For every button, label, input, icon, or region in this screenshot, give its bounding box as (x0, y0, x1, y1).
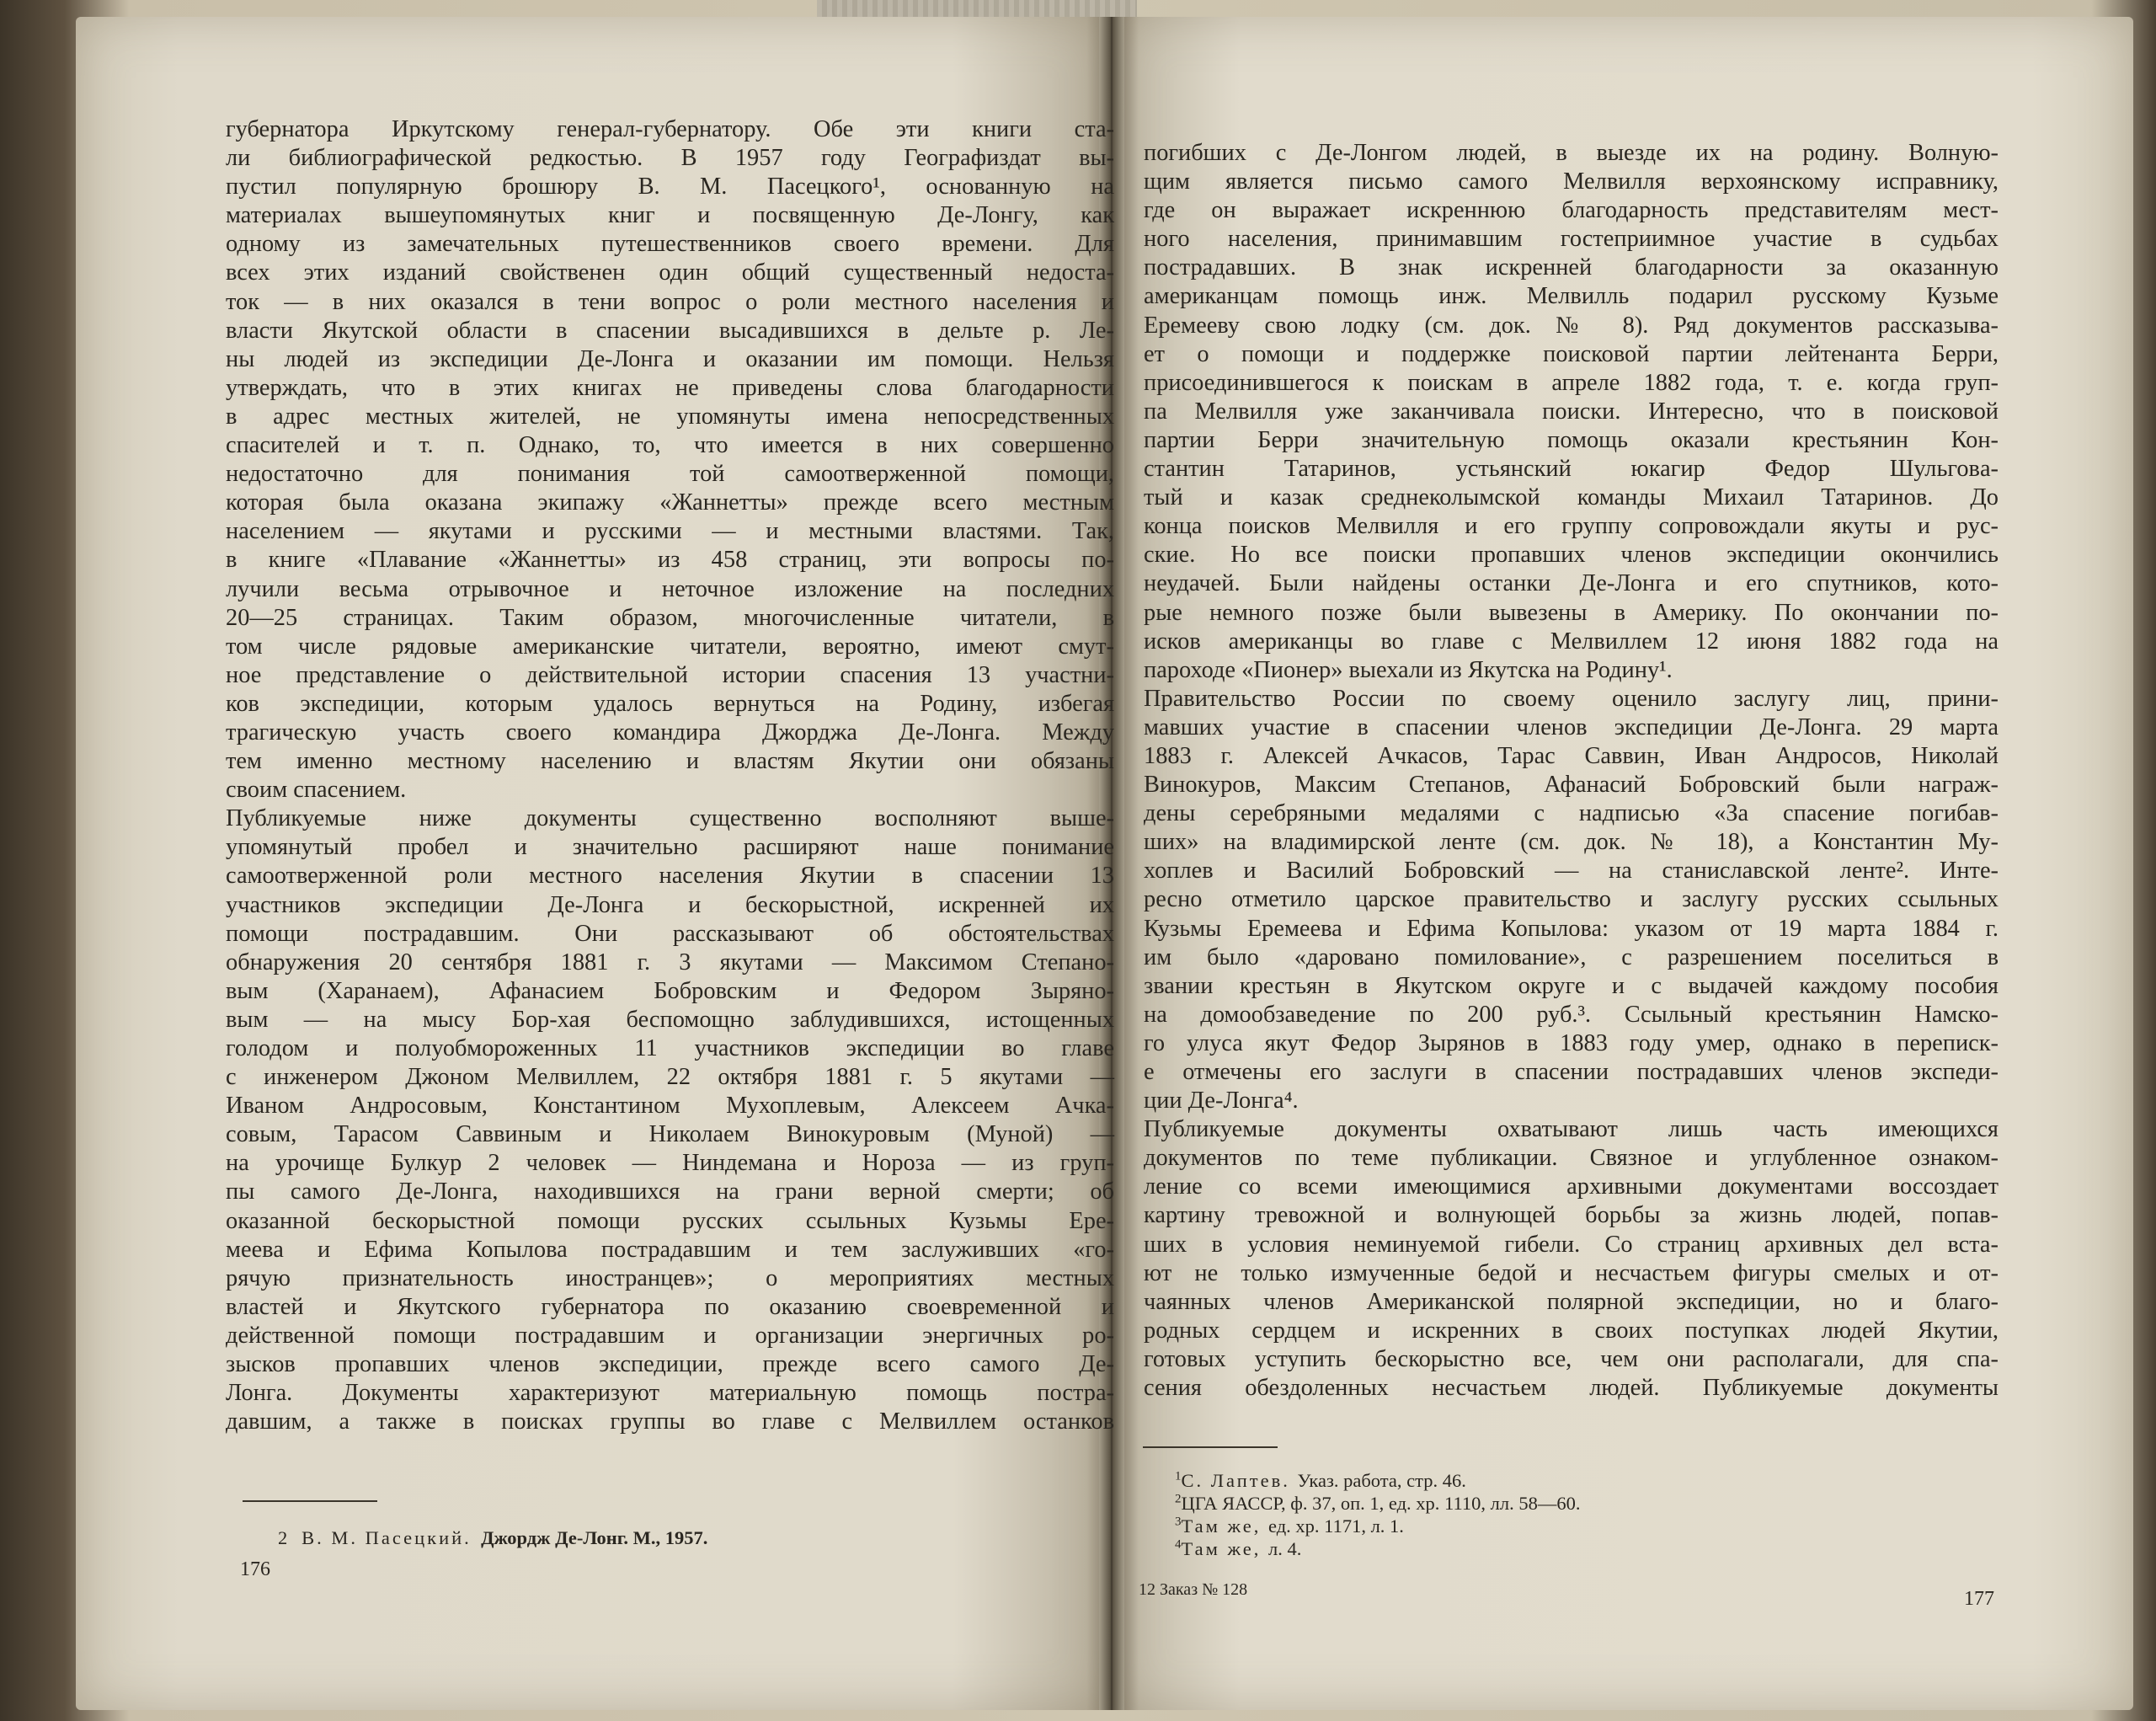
left-text-line: всех этих изданий свойственен один общий существенный недоста- (226, 259, 1114, 286)
right-text-line: щим является письмо самого Мелвилля верхоянскому исправнику, (1144, 168, 1999, 195)
left-text-line: меева и Ефима Копылова пострадавшим и тем заслуживших «го- (226, 1236, 1114, 1263)
right-text-line: Еремееву свою лодку (см. док. № 8). Ряд документов рассказыва- (1144, 312, 1999, 339)
left-text-line: населением — якутами и русскими — и местными властями. Так, (226, 518, 1114, 545)
right-text-line: неудачей. Были найдены останки Де-Лонга и его спутников, кото- (1144, 570, 1999, 597)
left-footnote (278, 1526, 707, 1550)
left-text-line: Публикуемые ниже документы существенно восполняют выше- (226, 805, 1114, 832)
left-text-line: совым, Тарасом Саввиным и Николаем Винокуровым (Муной) — (226, 1121, 1114, 1148)
right-text-line: е отмечены его заслуги в спасении пострадавших членов экспеди- (1144, 1059, 1999, 1085)
left-text-line: в адрес местных жителей, не упомянуты имена непосредственных (226, 403, 1114, 430)
left-text-line: ков экспедиции, которым удалось вернуться на Родину, избегая (226, 690, 1114, 717)
footnote-marker: 2 (1175, 1492, 1182, 1506)
right-text-line: пароходе «Пионер» выехали из Якутска на Родину¹. (1144, 656, 1673, 683)
left-text-line: вым (Харанаем), Афанасием Бобровским и Федором Зыряно- (226, 977, 1114, 1004)
right-text-line: тый и казак среднеколымской команды Михаил Татаринов. До (1144, 484, 1999, 511)
right-text-line: го улуса якут Федор Зырянов в 1883 году умер, однако в переписк- (1144, 1029, 1999, 1056)
right-text-line: ские. Но все поиски пропавших членов экспедиции окончились (1144, 542, 1999, 569)
left-text-line: на урочище Булкур 2 человек — Ниндемана и Нороза — из груп- (226, 1150, 1114, 1177)
right-text-line: Винокуров, Максим Степанов, Афанасий Бобровский были награж- (1144, 772, 1999, 799)
left-text-line: пустил популярную брошюру В. М. Пасецкого¹, основанную на (226, 174, 1114, 200)
right-text-line: готовых уступить бескорыстно все, чем они располагали, для спа- (1144, 1345, 1999, 1372)
left-text-line: помощи пострадавшим. Они рассказывают об обстоятельствах (226, 920, 1114, 947)
right-text-line: 1883 г. Алексей Ачкасов, Тарас Саввин, Иван Андросов, Николай (1144, 742, 1999, 769)
left-text-line: тем именно местному населению и властям Якутии они обязаны (226, 748, 1114, 775)
left-text-line: действенной помощи пострадавшим и организации энергичных ро- (226, 1322, 1114, 1349)
right-text-line: где он выражает искреннюю благодарность представителям мест- (1144, 197, 1999, 224)
footnote-marker: 4 (1175, 1537, 1182, 1552)
right-text-line: ют не только измученные бедой и несчастьем фигуры смелых и от- (1144, 1259, 1999, 1286)
left-text-line: упомянутый пробел и значительно расширяют наше понимание (226, 834, 1114, 861)
left-text-line: ток — в них оказался в тени вопрос о роли местного населения и (226, 288, 1114, 315)
left-text-line: своим спасением. (226, 777, 407, 804)
right-text-line: Кузьмы Еремеева и Ефима Копылова: указом от 19 марта 1884 г. (1144, 915, 1999, 942)
left-text-line: вым — на мысу Бор-хая беспомощно заблудившихся, истощенных (226, 1006, 1114, 1033)
left-text-line: обнаружения 20 сентября 1881 г. 3 якутами — Максимом Степано- (226, 949, 1114, 975)
left-text-line: ное представление о действительной истории спасения 13 участни- (226, 661, 1114, 688)
page-number-left: 176 (240, 1558, 270, 1580)
right-text-line: исков американцы во главе с Мелвиллем 12 июня 1882 года на (1144, 628, 1999, 655)
left-text-line: которая была оказана экипажу «Жаннетты» прежде всего местным (226, 489, 1114, 516)
right-footnote (1175, 1515, 1404, 1538)
right-footnote-rule (1143, 1446, 1278, 1448)
footnote-text: Указ. работа, стр. 46. (1297, 1470, 1466, 1491)
left-text-line: Иваном Андросовым, Константином Мухоплевым, Алексеем Ачка- (226, 1093, 1114, 1120)
left-text-line: власти Якутской области в спасении высадившихся в дельте р. Ле- (226, 317, 1114, 344)
left-text-line: ли библиографической редкостью. В 1957 году Географиздат вы- (226, 145, 1114, 172)
footnote-author: В. М. Пасецкий. (302, 1527, 472, 1548)
right-text-line: рые немного позже были вывезены в Америку. По окончании по- (1144, 599, 1999, 626)
right-text-line: конца поисков Мелвилля и его группу сопровождали якуты и рус- (1144, 513, 1999, 540)
right-text-line: ет о помощи и поддержке поисковой партии лейтенанта Берри, (1144, 340, 1999, 367)
left-text-line: рячую признательность иностранцев»; о мероприятиях местных (226, 1264, 1114, 1291)
footnote-text: ЦГА ЯАССР, ф. 37, оп. 1, ед. хр. 1110, лл. 58—60. (1181, 1493, 1581, 1514)
right-text-line: ного населения, принимавшим гостеприимное участие в судьбах (1144, 226, 1999, 253)
footnote-title: Джордж Де-Лонг. М., 1957. (481, 1527, 708, 1548)
right-footnote (1175, 1537, 1301, 1561)
right-text-line: родных сердцем и искренних в своих поступках людей Якутии, (1144, 1317, 1999, 1344)
right-text-line: Правительство России по своему оценило заслугу лиц, прини- (1144, 685, 1999, 712)
left-text-line: губернатора Иркутскому генерал-губернатору. Обе эти книги ста- (226, 116, 1114, 142)
right-text-line: присоединившегося к поискам в апреле 1882 года, т. е. когда груп- (1144, 369, 1999, 396)
footnote-marker: 3 (1175, 1515, 1182, 1529)
right-text-line: партии Берри значительную помощь оказали крестьянин Кон- (1144, 426, 1999, 453)
right-text-line: ших» на владимирской ленте (см. док. № 18), а Константин Му- (1144, 829, 1999, 856)
left-text-line: утверждать, что в этих книгах не приведены слова благодарности (226, 374, 1114, 401)
left-text-line: одному из замечательных путешественников своего времени. Для (226, 231, 1114, 258)
left-footnote-rule (243, 1500, 377, 1502)
left-text-line: 20—25 страницах. Таким образом, многочисленные читатели, в (226, 604, 1114, 631)
right-text-line: пострадавших. В знак искренней благодарности за оказанную (1144, 254, 1999, 281)
right-text-line: ших в условия неминуемой гибели. Со страниц архивных дел вста- (1144, 1231, 1999, 1258)
footnote-text: ед. хр. 1171, л. 1. (1268, 1515, 1404, 1537)
right-text-line: на домообзаведение по 200 руб.³. Ссыльный крестьянин Намско- (1144, 1001, 1999, 1028)
left-text-line: недостаточно для понимания той самоотверженной помощи, (226, 461, 1114, 488)
left-text-line: давшим, а также в поисках группы во главе с Мелвиллем останков (226, 1408, 1114, 1435)
right-text-line: звании крестьян в Якутском округе и с выдачей каждому пособия (1144, 972, 1999, 999)
footnote-source: Там же, (1181, 1538, 1269, 1559)
right-page-body (1144, 139, 1999, 1403)
left-text-line: оказанной бескорыстной помощи русских ссыльных Кузьмы Ере- (226, 1207, 1114, 1234)
left-text-line: самоотверженной роли местного населения Якутии в спасении 13 (226, 863, 1114, 890)
right-text-line: американцам помощь инж. Мелвилль подарил русскому Кузьме (1144, 283, 1999, 310)
left-text-line: в книге «Плавание «Жаннетты» из 458 страниц, эти вопросы по- (226, 547, 1114, 574)
right-text-line: мавших участие в спасении членов экспедиции Де-Лонга. 29 марта (1144, 714, 1999, 740)
right-text-line: документов по теме публикации. Связное и углубленное ознаком- (1144, 1145, 1999, 1172)
footnote-source: С. Лаптев. (1181, 1470, 1298, 1491)
page-number-right: 177 (1964, 1588, 1994, 1610)
left-text-line: зысков пропавших членов экспедиции, прежде всего самого Де- (226, 1351, 1114, 1378)
right-text-line: им было «даровано помилование», с разрешением поселиться в (1144, 943, 1999, 970)
left-text-line: том числе рядовые американские читатели, вероятно, имеют смут- (226, 633, 1114, 660)
left-text-line: лучили весьма отрывочное и неточное изложение на последних (226, 575, 1114, 602)
footnote-text: л. 4. (1268, 1538, 1302, 1559)
right-text-line: ции Де-Лонга⁴. (1144, 1088, 1299, 1114)
left-text-line: властей и Якутского губернатора по оказанию своевременной и (226, 1293, 1114, 1320)
right-text-line: хоплев и Василий Бобровский — на станиславской ленте². Инте- (1144, 858, 1999, 885)
footnote-source: Там же, (1181, 1515, 1269, 1537)
left-text-line: с инженером Джоном Мелвиллем, 22 октября 1881 г. 5 якутами — (226, 1064, 1114, 1091)
right-text-line: Публикуемые документы охватывают лишь часть имеющихся (1144, 1116, 1999, 1143)
right-text-line: стантин Татаринов, устьянский юкагир Федор Шульговa- (1144, 456, 1999, 483)
left-text-line: пы самого Де-Лонга, находившихся на грани верной смерти; об (226, 1179, 1114, 1205)
footnote-marker: 1 (1175, 1469, 1182, 1483)
printer-signature: 12 Заказ № 128 (1139, 1580, 1248, 1599)
right-footnote (1175, 1492, 1580, 1515)
right-text-line: погибших с Де-Лонгом людей, в выезде их на родину. Волную- (1144, 140, 1999, 166)
left-text-line: трагическую участь своего командира Джорджа Де-Лонга. Между (226, 719, 1114, 746)
right-footnote (1175, 1469, 1466, 1493)
left-page-body (226, 115, 1114, 1436)
right-text-line: картину тревожной и волнующей борьбы за жизнь людей, попав- (1144, 1202, 1999, 1229)
left-text-line: спасителей и т. п. Однако, то, что имеется в них совершенно (226, 432, 1114, 459)
left-text-line: ны людей из экспедиции Де-Лонга и оказании им помощи. Нельзя (226, 345, 1114, 372)
right-text-line: па Мелвилля уже заканчивала поиски. Интересно, что в поисковой (1144, 398, 1999, 425)
footnote-marker: 2 (278, 1527, 288, 1548)
left-text-line: Лонга. Документы характеризуют материальную помощь постра- (226, 1380, 1114, 1407)
right-text-line: чаянных членов Американской полярной экспедиции, но и благо- (1144, 1288, 1999, 1315)
right-text-line: ресно отметило царское правительство и заслугу русских ссыльных (1144, 886, 1999, 913)
right-text-line: дены серебряными медалями с надписью «За спасение погибав- (1144, 800, 1999, 827)
left-text-line: материалах вышеупомянутых книг и посвященную Де-Лонгу, как (226, 202, 1114, 229)
right-text-line: ление со всеми имеющимися архивными документами воссоздает (1144, 1173, 1999, 1200)
right-text-line: сения обездоленных несчастьем людей. Публикуемые документы (1144, 1375, 1999, 1402)
left-text-line: голодом и полуобмороженных 11 участников экспедиции во главе (226, 1035, 1114, 1061)
left-text-line: участников экспедиции Де-Лонга и бескорыстной, искренней их (226, 891, 1114, 918)
